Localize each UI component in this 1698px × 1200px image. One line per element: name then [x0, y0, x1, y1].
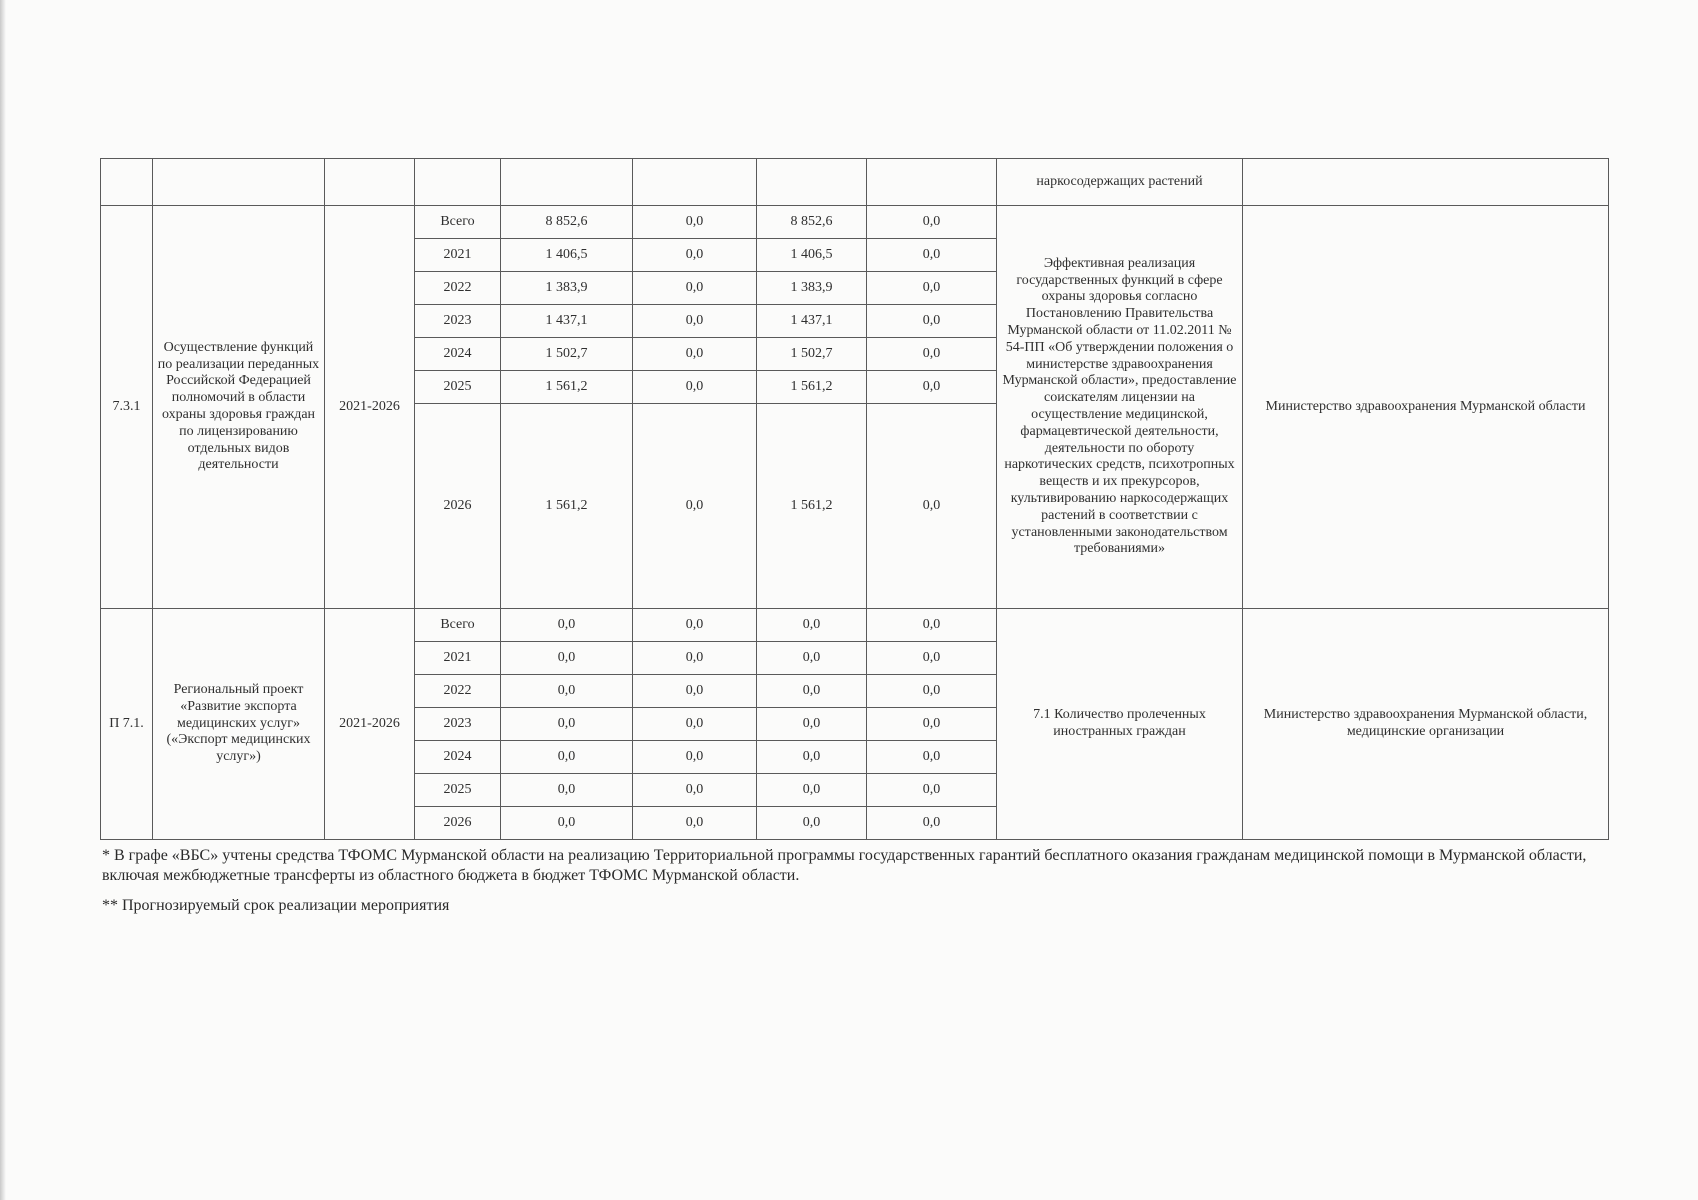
value-cell: 0,0 [757, 642, 867, 675]
year-cell: 2024 [415, 338, 501, 371]
value-cell: 0,0 [501, 741, 633, 774]
carry-cell-period [325, 159, 415, 206]
row-number: П 7.1. [101, 609, 153, 840]
value-cell: 1 561,2 [501, 371, 633, 404]
footnote-forecast-period: ** Прогнозируемый срок реализации мероприятия [102, 897, 450, 914]
value-cell: 0,0 [757, 807, 867, 840]
measure-name: Осуществление функций по реализации переданных Российской Федерацией полномочий в области охраны здоровья граждан по лицензированию отдельных видов деятельности [153, 206, 325, 609]
value-cell: 0,0 [501, 708, 633, 741]
value-cell: 0,0 [867, 675, 997, 708]
value-cell: 0,0 [633, 272, 757, 305]
value-cell: 0,0 [867, 338, 997, 371]
carry-cell-v1 [501, 159, 633, 206]
value-cell: 1 502,7 [501, 338, 633, 371]
year-cell: 2022 [415, 272, 501, 305]
value-cell: 0,0 [757, 741, 867, 774]
value-cell: 0,0 [633, 675, 757, 708]
value-cell: 0,0 [501, 774, 633, 807]
value-cell: 0,0 [867, 272, 997, 305]
carry-cell-year [415, 159, 501, 206]
year-cell: 2023 [415, 708, 501, 741]
value-cell: 0,0 [867, 642, 997, 675]
value-cell: 1 406,5 [757, 239, 867, 272]
measure-name: Региональный проект «Развитие экспорта медицинских услуг» («Экспорт медицинских услуг») [153, 609, 325, 840]
value-cell: 1 383,9 [757, 272, 867, 305]
year-cell: 2026 [415, 404, 501, 609]
value-cell: 0,0 [633, 239, 757, 272]
value-cell: 0,0 [757, 675, 867, 708]
measure-period: 2021-2026 [325, 609, 415, 840]
value-cell: 1 561,2 [757, 371, 867, 404]
value-cell: 1 406,5 [501, 239, 633, 272]
value-cell: 0,0 [633, 642, 757, 675]
value-cell: 0,0 [867, 807, 997, 840]
year-cell: 2021 [415, 642, 501, 675]
value-cell: 0,0 [757, 708, 867, 741]
value-cell: 0,0 [867, 206, 997, 239]
value-cell: 8 852,6 [757, 206, 867, 239]
value-cell: 0,0 [501, 642, 633, 675]
measure-executor: Министерство здравоохранения Мурманской области, медицинские организации [1243, 609, 1609, 840]
value-cell: 0,0 [501, 675, 633, 708]
year-cell: 2021 [415, 239, 501, 272]
value-cell: 0,0 [867, 774, 997, 807]
value-cell: 0,0 [633, 404, 757, 609]
table-row [101, 206, 1609, 239]
carry-cell-executor [1243, 159, 1609, 206]
carry-cell-v4 [867, 159, 997, 206]
value-cell: 0,0 [633, 774, 757, 807]
footnote-vbs: * В графе «ВБС» учтены средства ТФОМС Мурманской области на реализацию Территориальной программы государственных гарантий бесплатного оказания гражданам медицинской помощи в Мурманской области, включая межбюджетные трансферты из областного бюджета в бюджет ТФОМС Мурманской области. [102, 847, 1587, 884]
row-number: 7.3.1 [101, 206, 153, 609]
value-cell: 0,0 [633, 708, 757, 741]
year-cell: 2022 [415, 675, 501, 708]
carry-over-row [101, 159, 1609, 206]
value-cell: 0,0 [633, 305, 757, 338]
carry-cell-v3 [757, 159, 867, 206]
year-cell: 2026 [415, 807, 501, 840]
program-measures-table [100, 158, 1609, 840]
value-cell: 0,0 [633, 807, 757, 840]
value-cell: 0,0 [867, 741, 997, 774]
value-cell: 0,0 [867, 404, 997, 609]
value-cell: 1 383,9 [501, 272, 633, 305]
measure-period: 2021-2026 [325, 206, 415, 609]
year-cell: Всего [415, 206, 501, 239]
measure-result: Эффективная реализация государственных функций в сфере охраны здоровья согласно Постановлению Правительства Мурманской области от 11.02.2011 № 54-ПП «Об утверждении положения о министерстве здравоохранения Мурманской области», предоставление соискателям лицензии на осуществление медицинской, фармацевтической деятельности, деятельности по обороту наркотических средств, психотропных веществ и их прекурсоров, культивированию наркосодержащих растений в соответствии с установленными законодательством требованиями» [997, 206, 1243, 609]
carry-cell-number [101, 159, 153, 206]
value-cell: 1 437,1 [501, 305, 633, 338]
value-cell: 0,0 [867, 609, 997, 642]
value-cell: 0,0 [867, 708, 997, 741]
value-cell: 0,0 [867, 239, 997, 272]
value-cell: 1 502,7 [757, 338, 867, 371]
value-cell: 1 437,1 [757, 305, 867, 338]
value-cell: 0,0 [633, 338, 757, 371]
footnotes [102, 846, 1602, 926]
year-cell: 2023 [415, 305, 501, 338]
year-cell: Всего [415, 609, 501, 642]
year-cell: 2025 [415, 774, 501, 807]
table-row [101, 609, 1609, 642]
value-cell: 0,0 [633, 206, 757, 239]
value-cell: 0,0 [501, 807, 633, 840]
value-cell: 0,0 [757, 609, 867, 642]
scan-edge-shadow [0, 0, 6, 1200]
carry-cell-result: наркосодержащих растений [997, 159, 1243, 206]
carry-cell-name [153, 159, 325, 206]
value-cell: 0,0 [633, 609, 757, 642]
value-cell: 1 561,2 [757, 404, 867, 609]
carry-cell-v2 [633, 159, 757, 206]
value-cell: 0,0 [501, 609, 633, 642]
value-cell: 0,0 [867, 305, 997, 338]
year-cell: 2024 [415, 741, 501, 774]
value-cell: 0,0 [633, 371, 757, 404]
value-cell: 8 852,6 [501, 206, 633, 239]
value-cell: 1 561,2 [501, 404, 633, 609]
value-cell: 0,0 [757, 774, 867, 807]
year-cell: 2025 [415, 371, 501, 404]
value-cell: 0,0 [867, 371, 997, 404]
value-cell: 0,0 [633, 741, 757, 774]
measure-result: 7.1 Количество пролеченных иностранных граждан [997, 609, 1243, 840]
measure-executor: Министерство здравоохранения Мурманской области [1243, 206, 1609, 609]
